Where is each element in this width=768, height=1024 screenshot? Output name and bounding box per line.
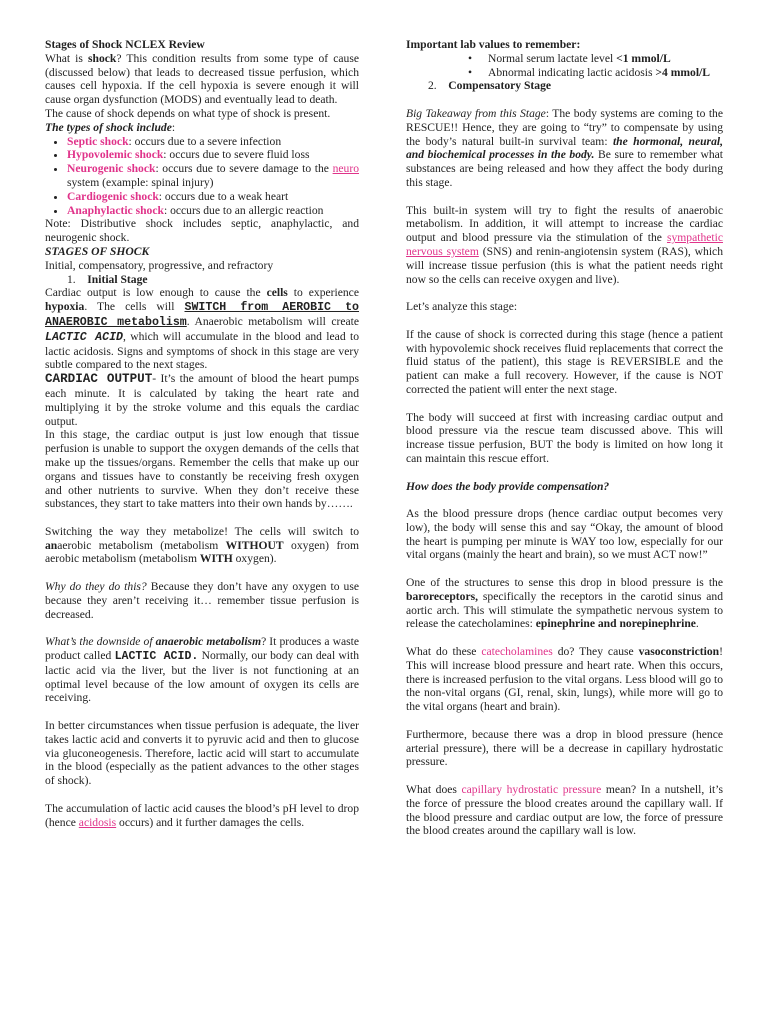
- document-title: Stages of Shock NCLEX Review: [45, 38, 205, 51]
- capillary-pressure-link[interactable]: capillary hydrostatic pressure: [461, 783, 602, 797]
- why-paragraph: Why do they do this? Because they don’t have any oxygen to use because they aren’t receiving it… remember tissue perfusion is decreased.: [45, 580, 359, 621]
- analyze-paragraph: Let’s analyze this stage:: [406, 300, 518, 314]
- circumstances-paragraph: In better circumstances when tissue perfusion is adequate, the liver takes lactic acid and converts it to pyruvic acid and then to glucose via gluconeogenesis. Therefore, lactic acid will start to accumulate in the blood (especially as the patient advances to the other stages of shock).: [45, 719, 359, 788]
- list-item: • Normal serum lactate level <1 mmol/L: [468, 52, 723, 66]
- left-column: [45, 38, 359, 829]
- right-column: [406, 38, 723, 838]
- acidosis-link[interactable]: acidosis: [78, 815, 117, 829]
- lab-values-list: [406, 52, 723, 80]
- list-item: • Abnormal indicating lactic acidosis >4 mmol/L: [468, 66, 723, 80]
- intro-paragraph: What is shock? This condition results from some type of cause (discussed below) that leads to decreased tissue perfusion, which causes cell hypoxia. If the cell hypoxia is severe enough it will cause organ dysfunction (MODS) and eventually lead to death.: [45, 51, 359, 107]
- capillary-pressure-paragraph: What does capillary hydrostatic pressure mean? In a nutshell, it’s the force of pressure the blood creates around the capillary wall. If the blood pressure and cardiac output are low, the force of pressure the blood creates around the capillary wall is low.: [406, 783, 724, 838]
- list-item: • Anaphylactic shock: occurs due to an allergic reaction: [67, 204, 359, 218]
- built-in-system-paragraph: This built-in system will try to fight the results of anaerobic metabolism. In addition, it will attempt to increase the cardiac output and blood pressure via the stimulation of the sympathetic nervous system (SNS) and renin-angiotensin system (RAS), which will increase tissue perfusion (this is what the patient needs right now so the cells can receive oxygen and live).: [406, 203, 723, 286]
- initial-stage-paragraph: Cardiac output is low enough to cause the cells to experience hypoxia. The cells will SWITCH from AEROBIC to ANAEROBIC metabolism. Anaerobic metabolism will create LACTIC ACID, which will accumulate in the blood and lead to lactic acidosis. Signs and symptoms of shock in this stage are very subtle compared to the next stages.: [45, 286, 360, 372]
- takeaway-paragraph: Big Takeaway from this Stage: The body systems are coming to the RESCUE!! Hence, they are going to “try” to compensate by using the body’s natural built-in survival team: the hormonal, neural, and biochemical processes in the body. Be sure to remember what substances are being released and how they affect the body during this stage.: [406, 106, 724, 189]
- bp-drops-paragraph: As the blood pressure drops (hence cardiac output becomes very low), the body will sense this and say “Okay, the amount of blood the heart is pumping per minute is WAY too low, especially for our vital organs (mainly the heart and brain), so we must ACT now!”: [406, 507, 723, 562]
- stages-heading: STAGES OF SHOCK: [45, 244, 150, 258]
- lab-values-heading: Important lab values to remember:: [406, 38, 581, 51]
- note-paragraph: Note: Distributive shock includes septic, anaphylactic, and neurogenic shock.: [45, 217, 359, 245]
- downside-paragraph: What’s the downside of anaerobic metabolism? It produces a waste product called LACTIC ACID. Normally, our body can deal with lactic acid via the liver, but the liver is not functioning at an optimal level because of the low amount of oxygen its cells are receiving.: [45, 635, 360, 705]
- cause-paragraph: The cause of shock depends on what type of shock is present.: [45, 106, 331, 120]
- list-item: • Hypovolemic shock: occurs due to severe fluid loss: [67, 148, 359, 162]
- list-item: • Cardiogenic shock: occurs due to a weak heart: [67, 190, 359, 204]
- types-heading: The types of shock include:: [45, 120, 176, 134]
- stage-1-heading: 1. Initial Stage: [67, 272, 148, 286]
- list-item: • Septic shock: occurs due to a severe infection: [67, 135, 359, 149]
- reversible-paragraph: If the cause of shock is corrected during this stage (hence a patient with hypovolemic shock receives fluid replacements that correct the fluid status of the patient), this stage is REVERSIBLE and the patient can make a full recovery. However, if the cause is NOT corrected the patient will enter the next stage.: [406, 327, 723, 396]
- compensation-question: How does the body provide compensation?: [406, 479, 610, 493]
- shock-types-list: [45, 135, 359, 218]
- succeed-paragraph: The body will succeed at first with increasing cardiac output and blood pressure via the rescue team discussed above. This will increase tissue perfusion, BUT the body is limited on how long it can maintain this rescue effort.: [406, 410, 723, 465]
- stage-2-heading: 2. Compensatory Stage: [428, 79, 552, 93]
- cardiac-output-paragraph: CARDIAC OUTPUT- It’s the amount of blood the heart pumps each minute. It is calculated by taking the heart rate and multiplying it by the stroke volume and this equals the cardiac output.: [45, 372, 360, 428]
- baroreceptors-paragraph: One of the structures to sense this drop in blood pressure is the baroreceptors, specifically the receptors in the carotid sinus and aortic arch. This will stimulate the sympathetic nervous system to release the catecholamines: epinephrine and norepinephrine.: [406, 576, 723, 631]
- switch-paragraph: Switching the way they metabolize! The cells will switch to anaerobic metabolism (metabolism WITHOUT oxygen) from aerobic metabolism (metabolism WITH oxygen).: [45, 524, 359, 566]
- accumulation-paragraph: The accumulation of lactic acid causes the blood’s pH level to drop (hence acidosis occurs) and it further damages the cells.: [45, 801, 359, 829]
- list-item: • Neurogenic shock: occurs due to severe damage to the neuro system (example: spinal injury): [67, 162, 359, 190]
- hydrostatic-paragraph: Furthermore, because there was a drop in blood pressure (hence arterial pressure), there will be a decrease in capillary hydrostatic pressure.: [406, 727, 723, 769]
- stages-list: Initial, compensatory, progressive, and refractory: [45, 258, 274, 272]
- catecholamines-link[interactable]: catecholamines: [481, 645, 553, 659]
- catecholamines-paragraph: What do these catecholamines do? They cause vasoconstriction! This will increase blood pressure and heart rate. When this occurs, there is increased perfusion to the vital organs. Less blood will go to the non-vital organs (GI, renal, skin, lungs), while more will go to the vital organs (heart and brain).: [406, 645, 723, 714]
- sns-link[interactable]: sympathetic nervous system: [406, 231, 723, 258]
- neuro-link[interactable]: neuro: [332, 162, 359, 176]
- stage-paragraph: In this stage, the cardiac output is just low enough that tissue perfusion is unable to support the oxygen demands of the cells that make up the tissues/organs. Remember the cells that make up our organs and tissues have to constantly be receiving fresh oxygen and other nutrients to survive. When they don’t receive these substances, they start to take matters into their own hands by…….: [45, 428, 359, 511]
